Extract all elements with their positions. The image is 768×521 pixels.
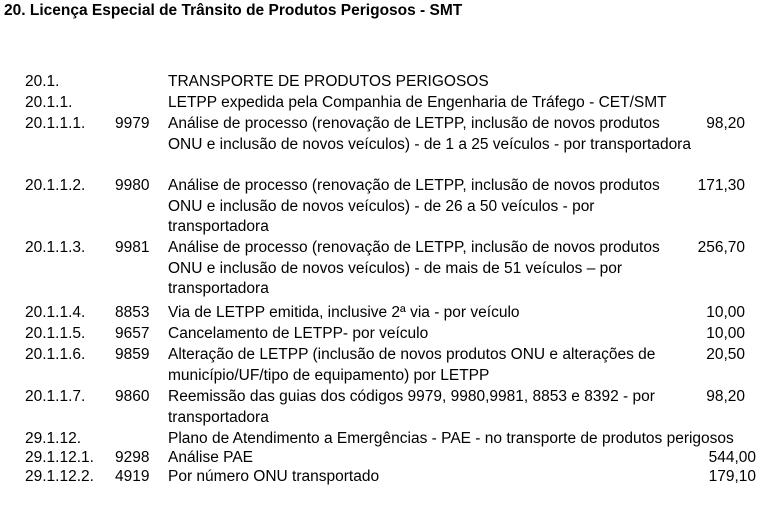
item-description: Análise de processo (renovação de LETPP, inclusão de novos produtos ONU e inclusão de novos veículos) - de mais de 51 veículos – por transportadora — [168, 239, 660, 297]
item-description: Via de LETPP emitida, inclusive 2ª via - por veículo — [168, 304, 520, 321]
item-value: 171,30 — [697, 177, 745, 194]
item-value: 98,20 — [706, 388, 745, 405]
item-number: 29.1.12.2. — [25, 468, 94, 485]
item-description: Análise de processo (renovação de LETPP, inclusão de novos produtos ONU e inclusão de novos veículos) - de 1 a 25 veículos - por transportadora — [168, 115, 691, 153]
item-code: 8853 — [115, 304, 150, 321]
item-code: 9657 — [115, 325, 150, 342]
item-description: Por número ONU transportado — [168, 468, 380, 485]
item-number: 20.1.1.7. — [25, 388, 86, 405]
item-number: 20.1.1.2. — [25, 177, 86, 194]
item-description: Análise de processo (renovação de LETPP, inclusão de novos produtos ONU e inclusão de novos veículos) - de 26 a 50 veículos - por transportadora — [168, 177, 660, 235]
item-value: 544,00 — [708, 449, 756, 466]
item-code: 9859 — [115, 346, 150, 363]
item-number: 29.1.12. — [25, 430, 82, 447]
item-description: Alteração de LETPP (inclusão de novos produtos ONU e alterações de município/UF/tipo de equipamento) por LETPP — [168, 346, 656, 384]
item-description: TRANSPORTE DE PRODUTOS PERIGOSOS — [168, 73, 489, 90]
item-description: Plano de Atendimento a Emergências - PAE - no transporte de produtos perigosos — [168, 430, 734, 447]
item-code: 9298 — [115, 449, 150, 466]
item-value: 20,50 — [706, 346, 745, 363]
item-code: 9979 — [115, 115, 150, 132]
item-number: 20.1.1.5. — [25, 325, 86, 342]
item-number: 29.1.12.1. — [25, 449, 94, 466]
item-number: 20.1. — [25, 73, 60, 90]
item-number: 20.1.1.3. — [25, 239, 86, 256]
item-number: 20.1.1.6. — [25, 346, 86, 363]
item-code: 9980 — [115, 177, 150, 194]
item-value: 10,00 — [706, 325, 745, 342]
item-value: 256,70 — [697, 239, 745, 256]
item-description: LETPP expedida pela Companhia de Engenharia de Tráfego - CET/SMT — [168, 94, 667, 111]
item-value: 179,10 — [708, 468, 756, 485]
item-code: 9981 — [115, 239, 150, 256]
item-code: 4919 — [115, 468, 150, 485]
item-value: 98,20 — [706, 115, 745, 132]
item-value: 10,00 — [706, 304, 745, 321]
item-number: 20.1.1.4. — [25, 304, 86, 321]
item-description: Reemissão das guias dos códigos 9979, 9980,9981, 8853 e 8392 - por transportadora — [168, 388, 655, 426]
item-number: 20.1.1. — [25, 94, 73, 111]
document-title: 20. Licença Especial de Trânsito de Produtos Perigosos - SMT — [4, 2, 463, 19]
item-code: 9860 — [115, 388, 150, 405]
item-description: Cancelamento de LETPP- por veículo — [168, 325, 429, 342]
item-number: 20.1.1.1. — [25, 115, 86, 132]
item-description: Análise PAE — [168, 449, 254, 466]
